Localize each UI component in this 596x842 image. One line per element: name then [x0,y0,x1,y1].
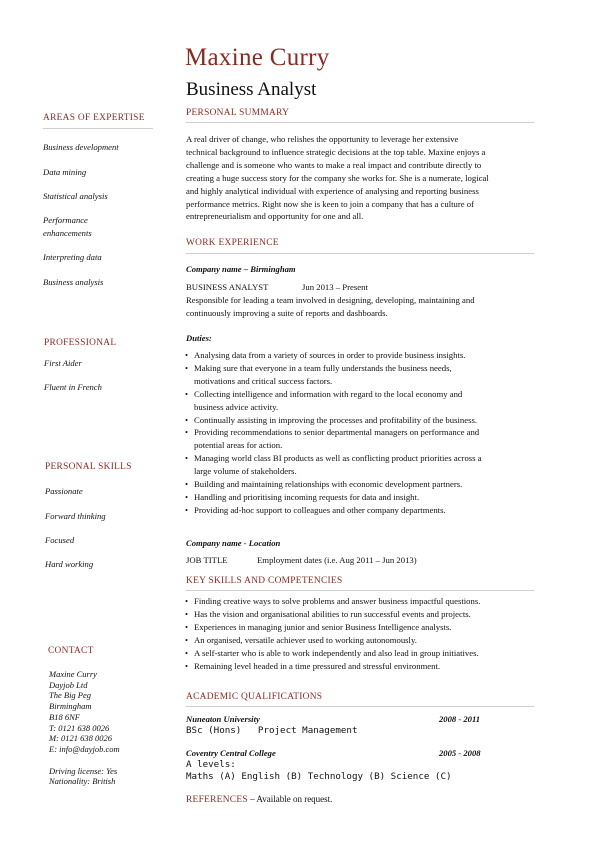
expertise-divider [43,128,153,129]
contact-email[interactable]: E: info@dayjob.com [49,743,120,754]
list-item: • Remaining level headed in a time pressured and stressful environment. [185,660,533,673]
summary-line: challenge and is someone who wants to make a real impact and contribute directly to [186,159,482,170]
personal-skill-item: Hard working [45,559,94,569]
alevels-label: A levels: [186,759,236,770]
list-item: • Making sure that everyone in a team fully understands the business needs, motivations and critical success factors. [185,362,533,388]
professional-item: Fluent in French [44,382,102,392]
summary-text [186,133,546,223]
experience-divider [186,253,534,254]
expertise-heading: AREAS OF EXPERTISE [43,113,145,123]
summary-line: creating a huge success story for the company she works for. She is a numerate, logical [186,172,489,183]
list-item: • Continually assisting in improving the processes and profitability of the business. [185,414,533,427]
contact-company: Dayjob Ltd [49,679,88,690]
list-item: • An organised, versatile achiever used to working autonomously. [185,634,533,647]
summary-divider [186,122,534,123]
contact-heading: CONTACT [48,646,94,656]
professional-item: First Aider [44,358,82,368]
job-title: Business Analyst [186,79,317,100]
contact-mobile: M: 0121 638 0026 [49,733,113,744]
personal-skills-heading: PERSONAL SKILLS [45,462,132,472]
references-heading: REFERENCES [186,795,248,805]
list-item: • Handling and prioritising incoming requests for data and insight. [185,491,533,504]
job1-dates: Jun 2013 – Present [302,282,368,292]
job1-description-line: continuously improving a suite of reports and dashboards. [186,307,388,318]
duties-label: Duties: [186,333,212,343]
list-item: • Building and maintaining relationships with economic development partners. [185,478,533,491]
job1-role: BUSINESS ANALYST [186,282,269,292]
contact-block [49,669,120,787]
candidate-name: Maxine Curry [185,44,330,71]
school1-degree: BSc (Hons) Project Management [186,725,358,736]
list-item: • Finding creative ways to solve problems and answer business impactful questions. [185,595,533,608]
duties-list [185,349,533,517]
list-item: • Providing recommendations to senior departmental managers on performance and potential areas for action. [185,426,533,452]
references-text: – Available on request. [247,794,333,804]
expertise-item: Business development [43,142,119,152]
contact-nationality: Nationality: British [49,776,116,787]
school2-years: 2005 - 2008 [439,748,481,758]
job1-description-line: Responsible for leading a team involved in designing, developing, maintaining and [186,295,475,305]
expertise-item: Performance enhancements [43,215,92,238]
expertise-item: Interpreting data [43,252,102,262]
list-item: • Analysing data from a variety of sources in order to provide business insights. [185,349,533,362]
skills-list [185,595,533,672]
summary-line: and highly analytical individual with experience of analysing and reporting business [186,185,479,196]
summary-line: performance metrics. Right now she is keen to join a company that has a culture of [186,198,475,209]
list-item: • Collecting intelligence and information with regard to the local economy and business advice activity. [185,388,533,414]
expertise-item: Data mining [43,167,87,177]
contact-telephone: T: 0121 638 0026 [49,722,110,733]
summary-line: entrepreneurialism and opportunity for one and all. [186,211,364,222]
job2-dates: Employment dates (i.e. Aug 2011 – Jun 2013) [257,555,417,565]
contact-postcode: B18 6NF [49,711,80,722]
list-item: • Has the vision and organisational abilities to run successful events and projects. [185,608,533,621]
contact-name: Maxine Curry [49,669,97,679]
academic-divider [186,706,534,707]
expertise-item: Statistical analysis [43,191,108,201]
school1-name: Nuneaton University [186,714,260,724]
contact-driving-license: Driving license: Yes [49,765,118,776]
references-line [186,794,332,805]
list-item: • A self-starter who is able to work independently and also lead in group initiatives. [185,647,533,660]
job1-description [186,294,475,320]
list-item: • Providing ad-hoc support to colleagues and other company departments. [185,504,533,517]
academic-heading: ACADEMIC QUALIFICATIONS [186,692,323,702]
school1-years: 2008 - 2011 [439,714,481,724]
list-item: • Managing world class BI products as well as conflicting product priorities across a large volume of stakeholders. [185,452,533,478]
job2-role: JOB TITLE [186,555,228,565]
experience-heading: WORK EXPERIENCE [186,238,279,248]
contact-city: Birmingham [49,701,92,712]
alevels-grades: Maths (A) English (B) Technology (B) Science (C) [186,771,452,782]
personal-skill-item: Passionate [45,486,83,496]
summary-line: A real driver of change, who relishes the opportunity to leverage her extensive [186,134,459,144]
summary-heading: PERSONAL SUMMARY [186,108,290,118]
personal-skill-item: Focused [45,535,75,545]
summary-line: technical background to influence strategic decisions at the top table. Maxine enjoys a [186,146,486,157]
school2-name: Coventry Central College [186,748,276,758]
personal-skill-item: Forward thinking [45,511,106,521]
skills-heading: KEY SKILLS AND COMPETENCIES [186,576,343,586]
skills-divider [186,590,534,591]
list-item: • Experiences in managing junior and senior Business Intelligence analysts. [185,621,533,634]
job1-company: Company name – Birmingham [186,264,296,274]
contact-address: The Big Peg [49,690,92,701]
job2-company: Company name - Location [186,538,281,548]
professional-heading: PROFESSIONAL [44,338,117,348]
expertise-item: Business analysis [43,277,104,287]
